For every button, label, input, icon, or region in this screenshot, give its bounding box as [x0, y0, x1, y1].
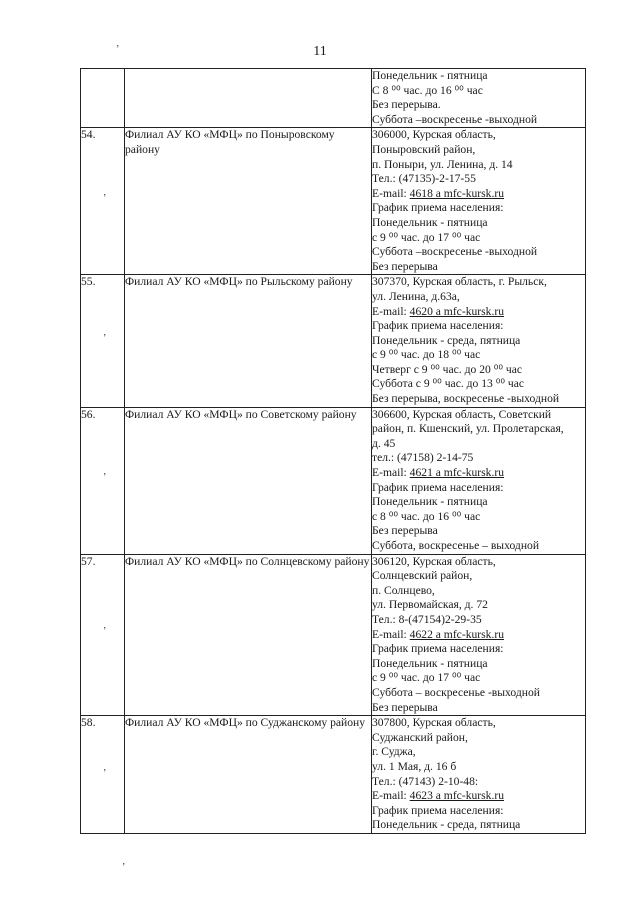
email-label: E-mail: — [372, 789, 410, 803]
branch-contact-info — [372, 275, 586, 407]
branch-contact-info — [372, 407, 586, 554]
branch-table — [80, 68, 586, 834]
scan-mark: ʼ — [103, 767, 107, 779]
row-number: 55. ʼ — [81, 275, 125, 407]
info-line: с 9 ⁰⁰ час. до 17 ⁰⁰ час — [372, 671, 481, 685]
info-line: Понедельник - пятница — [372, 656, 488, 670]
info-line: Суббота – воскресенье -выходной — [372, 685, 540, 699]
email-label: E-mail: — [372, 304, 410, 318]
info-line: ул. 1 Мая, д. 16 б — [372, 759, 457, 773]
info-line: д. 45 — [372, 436, 396, 450]
info-line: Четверг с 9 ⁰⁰ час. до 20 ⁰⁰ час — [372, 362, 523, 376]
info-line: Без перерыва, воскресенье -выходной — [372, 392, 560, 406]
page-number: 11 — [313, 44, 327, 59]
info-line: Тел.: (47143) 2-10-48: — [372, 774, 479, 788]
info-line: С 8 ⁰⁰ час. до 16 ⁰⁰ час — [372, 83, 483, 97]
info-line: График приема населения: — [372, 480, 504, 494]
email-link[interactable]: 4621 a mfc-kursk.ru — [409, 466, 505, 480]
scan-mark: ʼ — [116, 44, 120, 55]
info-line: Суббота –воскресенье -выходной — [372, 245, 538, 259]
info-line: 306000, Курская область, — [372, 128, 496, 142]
scan-mark: ʼ — [103, 625, 107, 637]
scan-mark: ʼ — [103, 193, 107, 205]
info-line: 307370, Курская область, г. Рыльск, — [372, 275, 547, 289]
info-line: тел.: (47158) 2-14-75 — [372, 451, 474, 465]
table-row — [81, 69, 586, 128]
branch-contact-info — [372, 128, 586, 275]
email-line[interactable] — [372, 466, 585, 481]
row-number: 57. ʼ — [81, 554, 125, 716]
email-line[interactable] — [372, 789, 585, 804]
info-line: График приема населения: — [372, 642, 504, 656]
info-line: 306600, Курская область, Советский — [372, 407, 552, 421]
info-line: Понедельник - пятница — [372, 495, 488, 509]
info-line: г. Суджа, — [372, 745, 416, 759]
table-row — [81, 128, 586, 275]
email-label: E-mail: — [372, 627, 410, 641]
branch-name: Филиал АУ КО «МФЦ» по Поныровскому району — [125, 128, 372, 275]
email-line[interactable] — [372, 187, 585, 202]
info-line: График приема населения: — [372, 803, 504, 817]
info-line: Суджанский район, — [372, 730, 468, 744]
info-line: Тел.: (47135)-2-17-55 — [372, 172, 476, 186]
info-line: Тел.: 8-(47154)2-29-35 — [372, 612, 482, 626]
info-line: Суббота, воскресенье – выходной — [372, 539, 540, 552]
table-row — [81, 407, 586, 554]
email-link[interactable]: 4623 a mfc-kursk.ru — [409, 789, 505, 803]
email-link[interactable]: 4622 a mfc-kursk.ru — [409, 627, 505, 641]
info-line: 307800, Курская область, — [372, 716, 496, 730]
table-row — [81, 275, 586, 407]
table-row — [81, 554, 586, 716]
info-line: Понедельник - пятница — [372, 215, 488, 229]
row-number: 54. ʼ — [81, 128, 125, 275]
scan-mark: ʼ — [103, 472, 107, 484]
info-line: ул. Ленина, д.63а, — [372, 289, 460, 303]
info-line: с 8 ⁰⁰ час. до 16 ⁰⁰ час — [372, 509, 481, 523]
info-line: с 9 ⁰⁰ час. до 18 ⁰⁰ час — [372, 348, 481, 362]
info-line: Понедельник - среда, пятница — [372, 818, 521, 832]
branch-contact-info — [372, 69, 586, 128]
scan-mark: ʼ — [103, 333, 107, 345]
row-number — [81, 69, 125, 128]
info-line: п. Поныри, ул. Ленина, д. 14 — [372, 157, 513, 171]
row-number: 56. ʼ — [81, 407, 125, 554]
branch-contact-info — [372, 716, 586, 834]
info-line: Суббота –воскресенье -выходной — [372, 112, 538, 126]
branch-name: Филиал АУ КО «МФЦ» по Суджанскому району — [125, 716, 372, 834]
info-line: п. Солнцево, — [372, 583, 435, 597]
scan-mark: ʼ — [122, 862, 126, 873]
email-line[interactable] — [372, 305, 585, 320]
info-line: Солнцевский район, — [372, 569, 473, 583]
branch-table-body — [81, 69, 586, 834]
info-line: с 9 ⁰⁰ час. до 17 ⁰⁰ час — [372, 230, 481, 244]
email-link[interactable]: 4620 a mfc-kursk.ru — [409, 304, 505, 318]
info-line: Без перерыва — [372, 524, 438, 538]
info-line: График приема населения: — [372, 319, 504, 333]
info-line: Суббота с 9 ⁰⁰ час. до 13 ⁰⁰ час — [372, 377, 525, 391]
email-label: E-mail: — [372, 466, 410, 480]
email-link[interactable]: 4618 a mfc-kursk.ru — [409, 186, 505, 200]
info-line: Без перерыва — [372, 259, 438, 273]
branch-name: Филиал АУ КО «МФЦ» по Рыльскому району — [125, 275, 372, 407]
branch-name: Филиал АУ КО «МФЦ» по Советскому району — [125, 407, 372, 554]
info-line: ул. Первомайская, д. 72 — [372, 598, 488, 612]
info-line: 306120, Курская область, — [372, 554, 496, 568]
info-line: Понедельник - среда, пятница — [372, 333, 521, 347]
branch-name — [125, 69, 372, 128]
email-line[interactable] — [372, 628, 585, 643]
info-line: Без перерыва. — [372, 98, 441, 112]
branch-name: Филиал АУ КО «МФЦ» по Солнцевскому району — [125, 554, 372, 716]
row-number: 58. ʼ — [81, 716, 125, 834]
branch-contact-info — [372, 554, 586, 716]
info-line: График приема населения: — [372, 201, 504, 215]
table-row — [81, 716, 586, 834]
info-line: Понедельник - пятница — [372, 69, 488, 82]
info-line: район, п. Кшенский, ул. Пролетарская, — [372, 422, 564, 436]
email-label: E-mail: — [372, 186, 410, 200]
info-line: Поныровский район, — [372, 142, 476, 156]
info-line: Без перерыва — [372, 700, 438, 714]
